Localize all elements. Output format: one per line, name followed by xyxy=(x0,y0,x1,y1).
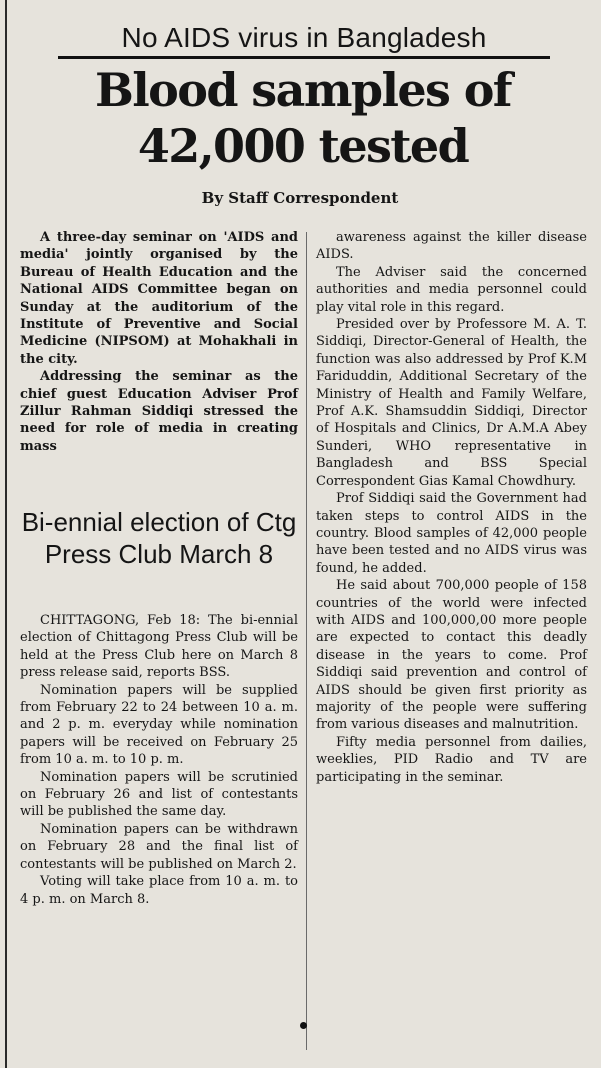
sidebar-paragraph: Nomination papers will be scrutinied on February 26 and list of contestants will be published the same day. xyxy=(20,769,298,820)
sidebar-paragraph: CHITTAGONG, Feb 18: The bi-ennial election of Chittagong Press Club will be held at the Press Club here on March 8 press release said, reports BSS. xyxy=(20,613,298,681)
article-paragraph: Prof Siddiqi said the Government had taken steps to control AIDS in the country. Blood samples of 42,000 people have been tested and no AIDS virus was found, he added. xyxy=(316,491,587,576)
sidebar-paragraph: Voting will take place from 10 a. m. to 4 p. m. on March 8. xyxy=(20,874,298,907)
article-paragraph: Addressing the seminar as the chief guest Education Adviser Prof Zillur Rahman Siddiqi stressed the need for role of media in creating mass xyxy=(20,369,298,454)
article-paragraph: He said about 700,000 people of 158 countries of the world were infected with AIDS and 100,000,00 more people are expected to contact this deadly disease in the years to come. Prof Siddiqi said prevention and control of AIDS should be given first priority as majority of the people were suffering from various diseases and malnutrition. xyxy=(316,578,587,733)
sidebar-paragraph: Nomination papers will be supplied from February 22 to 24 between 10 a. m. and 2 p. m. everyday while nomination papers will be received on February 25 from 10 a. m. to 10 p. m. xyxy=(20,682,298,768)
bullet-mark xyxy=(300,1022,307,1029)
article-paragraph: The Adviser said the concerned authorities and media personnel could play vital role in this regard. xyxy=(316,264,587,315)
main-article-right-column xyxy=(316,229,587,786)
kicker-headline: No AIDS virus in Bangladesh xyxy=(121,22,487,53)
article-paragraph: awareness against the killer disease AIDS. xyxy=(316,230,587,263)
article-paragraph: Presided over by Professore M. A. T. Siddiqi, Director-General of Health, the function was also addressed by Prof K.M Fariduddin, Additional Secretary of the Ministry of Health and Family Welfare, Prof A.K. Shamsuddin Siddiqi, Director of Hospitals and Clinics, Dr A.M.A Abey Sunderi, WHO representative in Bangladesh and BSS Special Correspondent Gias Kamal Chowdhury. xyxy=(316,317,587,489)
main-article-left-column xyxy=(20,229,298,455)
sidebar-headline: Bi-ennial election of Ctg Press Club March 8 xyxy=(21,507,297,569)
sidebar-paragraph: Nomination papers can be withdrawn on February 28 and the final list of contestants will be published on March 2. xyxy=(20,821,298,872)
article-paragraph: A three-day seminar on 'AIDS and media' jointly organised by the Bureau of Health Education and the National AIDS Committee began on Sunday at the auditorium of the Institute of Preventive and Social Medicine (NIPSOM) at Mohakhali in the city. xyxy=(20,230,298,367)
kicker-underline xyxy=(58,56,550,59)
article-paragraph: Fifty media personnel from dailies, weeklies, PID Radio and TV are participating in the seminar. xyxy=(316,734,587,785)
byline: By Staff Correspondent xyxy=(201,189,399,207)
column-rule xyxy=(5,0,7,1068)
column-divider xyxy=(306,232,307,1050)
sidebar-article-body xyxy=(20,612,298,908)
main-headline: Blood samples of 42,000 tested xyxy=(95,63,511,173)
